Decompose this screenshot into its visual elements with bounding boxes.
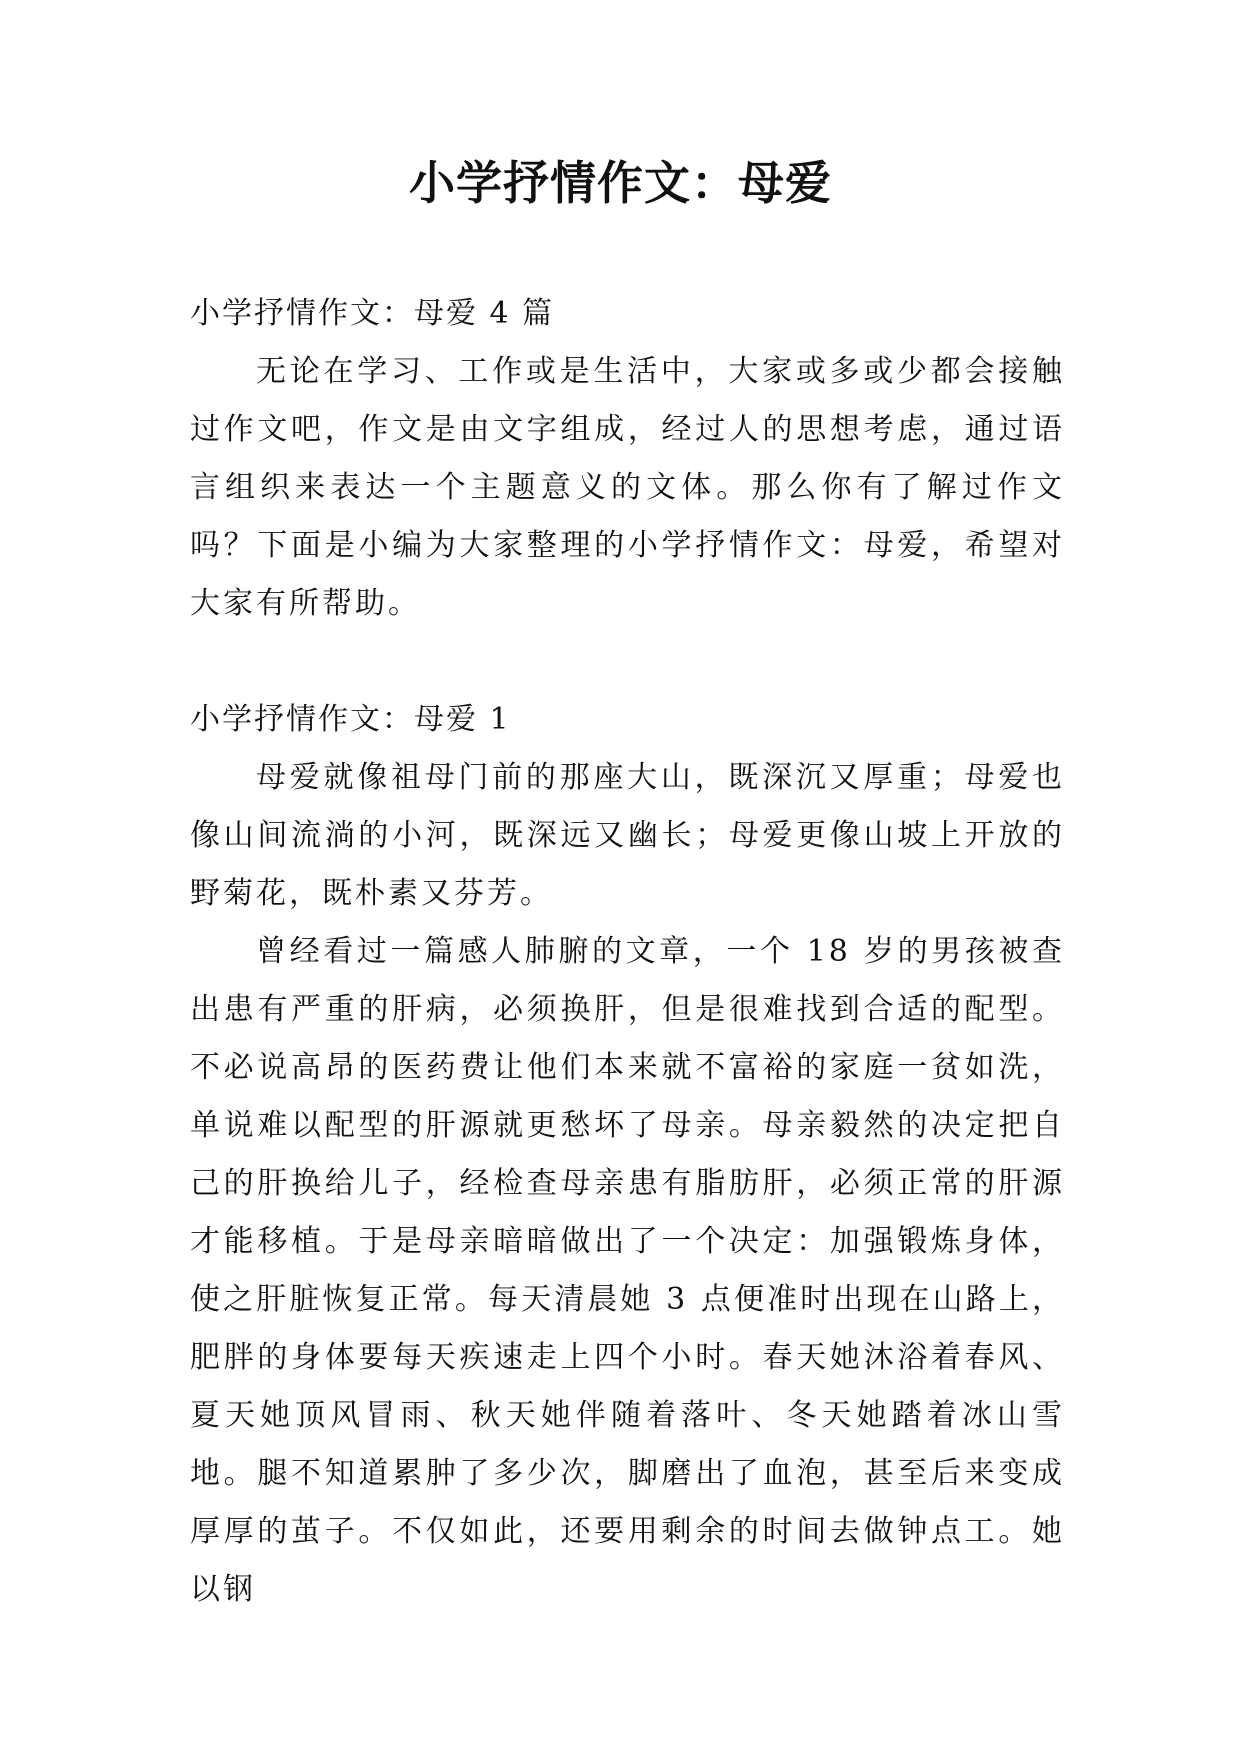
section-1-heading: 小学抒情作文：母爱 1 — [190, 702, 511, 737]
section-1-paragraph-2: 曾经看过一篇感人肺腑的文章，一个 18 岁的男孩被查出患有严重的肝病，必须换肝，但是很难找到合适的配型。不必说高昂的医药费让他们本来就不富裕的家庭一贫如洗，单说难以配型的肝源就更愁坏了母亲。母亲毅然的决定把自己的肝换给儿子，经检查母亲患有脂肪肝，必须正常的肝源才能移植。于是母亲暗暗做出了一个决定：加强锻炼身体，使之肝脏恢复正常。每天清晨她 3 点便准时出现在山路上，肥胖的身体要每天疾速走上四个小时。春天她沐浴着春风、夏天她顶风冒雨、秋天她伴随着落叶、冬天她踏着冰山雪地。腿不知道累肿了多少次，脚磨出了血泡，甚至后来变成厚厚的茧子。不仅如此，还要用剩余的时间去做钟点工。她以钢 — [190, 934, 1065, 1607]
intro-paragraph: 无论在学习、工作或是生活中，大家或多或少都会接触过作文吧，作文是由文字组成，经过人的思想考虑，通过语言组织来表达一个主题意义的文体。那么你有了解过作文吗？下面是小编为大家整理的小学抒情作文：母爱，希望对大家有所帮助。 — [190, 354, 1065, 621]
section-spacer — [190, 633, 1065, 691]
intro-heading: 小学抒情作文：母爱 4 篇 — [190, 296, 555, 331]
document-title: 小学抒情作文：母爱 — [409, 156, 832, 210]
section-1-paragraph-1: 母爱就像祖母门前的那座大山，既深沉又厚重；母爱也像山间流淌的小河，既深远又幽长；母爱更像山坡上开放的野菊花，既朴素又芬芳。 — [190, 760, 1065, 911]
document-body — [190, 285, 1065, 1619]
